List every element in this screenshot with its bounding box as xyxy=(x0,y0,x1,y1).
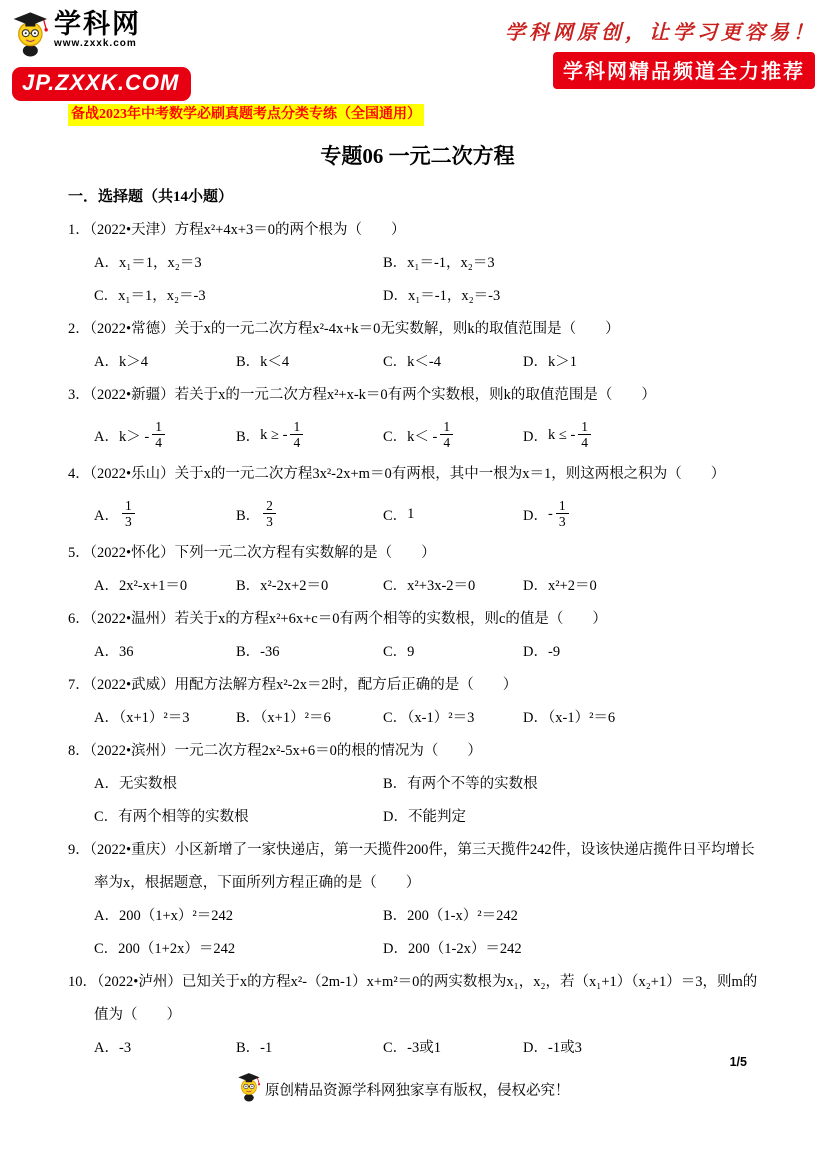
options-row xyxy=(68,491,767,537)
question-stem xyxy=(68,379,767,412)
section-heading: 一．选择题（共14小题） xyxy=(68,189,234,205)
option-label: B． xyxy=(236,507,261,524)
option-d xyxy=(383,801,767,834)
option-b xyxy=(236,419,383,451)
option-d xyxy=(523,498,767,530)
question-number: 8． xyxy=(68,743,90,759)
question-3 xyxy=(68,379,767,458)
question-number: 2． xyxy=(68,321,90,337)
option-text: k＞4 xyxy=(118,354,148,370)
page-footer xyxy=(237,1072,570,1107)
option-label: A． xyxy=(94,710,119,726)
option-text: x²+3x-2＝0 xyxy=(407,578,476,594)
option-label: B． xyxy=(383,255,408,271)
options-row xyxy=(68,900,767,933)
option-a xyxy=(94,768,383,801)
option-text: -36 xyxy=(260,644,280,660)
option-a xyxy=(94,346,236,379)
option-label: A． xyxy=(94,255,119,271)
option-a xyxy=(94,247,383,280)
site-name: 学科网 xyxy=(54,9,141,39)
option-c xyxy=(383,419,523,451)
option-a xyxy=(94,900,383,933)
option-a xyxy=(94,570,236,603)
fraction: $\frac{1}{4}$ xyxy=(290,419,303,451)
option-label: B． xyxy=(236,710,261,726)
option-label: C． xyxy=(94,809,119,825)
option-text: k＜4 xyxy=(260,354,290,370)
question-stem xyxy=(68,313,767,346)
option-c xyxy=(94,801,383,834)
option-text: x₁＝-1，x₂＝3 xyxy=(407,255,495,271)
question-8 xyxy=(68,735,767,834)
option-text: 36 xyxy=(118,644,134,660)
options-row xyxy=(68,247,767,280)
question-text: （2022•滨州）一元二次方程2x²-5x+6＝0的根的情况为（ ） xyxy=(89,743,482,759)
question-text: （2022•温州）若关于x的方程x²+6x+c＝0有两个相等的实数根，则c的值是（ ） xyxy=(89,611,607,627)
option-b xyxy=(383,900,767,933)
option-a xyxy=(94,498,236,530)
options-row xyxy=(68,280,767,313)
option-c xyxy=(383,1032,523,1065)
option-label: D． xyxy=(523,354,548,370)
option-a xyxy=(94,419,236,451)
series-title: 备战2023年中考数学必刷真题考点分类专练（全国通用） xyxy=(68,104,424,126)
option-text: -3或1 xyxy=(407,1040,442,1056)
option-text: （x+1）²＝3 xyxy=(118,710,190,726)
option-text: 有两个不等的实数根 xyxy=(407,776,538,792)
option-text: x₁＝1，x₂＝3 xyxy=(118,255,202,271)
options-row xyxy=(68,768,767,801)
option-text: k＞1 xyxy=(547,354,577,370)
option-label: C． xyxy=(383,354,408,370)
option-text: x²+2＝0 xyxy=(547,578,597,594)
option-label: D． xyxy=(523,507,548,524)
page-number: 1/5 xyxy=(729,1055,747,1069)
option-label: B． xyxy=(236,1040,261,1056)
option-text: x₁＝1，x₂＝-3 xyxy=(118,288,206,304)
question-number: 6． xyxy=(68,611,90,627)
question-1 xyxy=(68,214,767,313)
options-row xyxy=(68,570,767,603)
question-5 xyxy=(68,537,767,603)
zxxk-logo xyxy=(12,10,191,101)
option-c xyxy=(94,280,383,313)
page-title: 专题06 一元二次方程 xyxy=(320,144,515,168)
option-text: k ≥ - xyxy=(260,426,288,443)
site-url: www.zxxk.com xyxy=(54,38,137,49)
option-text: -1 xyxy=(260,1040,273,1056)
mascot-icon xyxy=(12,10,52,63)
question-4 xyxy=(68,458,767,537)
option-d xyxy=(383,280,767,313)
option-d xyxy=(523,346,767,379)
option-text: x₁＝-1，x₂＝-3 xyxy=(407,288,501,304)
document-content xyxy=(0,96,827,1065)
option-label: D． xyxy=(383,941,408,957)
option-d xyxy=(523,570,767,603)
mascot-icon xyxy=(237,1072,263,1107)
option-text: 200（1+x）²＝242 xyxy=(118,908,234,924)
question-stem xyxy=(68,458,767,491)
option-text: k＜ - xyxy=(407,428,438,445)
question-stem xyxy=(68,735,767,768)
option-label: D． xyxy=(383,809,408,825)
question-6 xyxy=(68,603,767,669)
promo-badge: 学科网精品频道全力推荐 xyxy=(553,52,815,89)
fraction: $\frac{1}{4}$ xyxy=(440,419,453,451)
options-row xyxy=(68,1032,767,1065)
question-number: 10． xyxy=(68,974,97,990)
jp-zxxk-badge: JP.ZXXK.COM xyxy=(12,67,191,101)
question-number: 5． xyxy=(68,545,90,561)
options-row xyxy=(68,801,767,834)
fraction: $\frac{1}{4}$ xyxy=(578,419,591,451)
option-a xyxy=(94,1032,236,1065)
option-label: B． xyxy=(236,578,261,594)
option-label: A． xyxy=(94,1040,119,1056)
question-number: 1． xyxy=(68,222,90,238)
question-stem xyxy=(68,603,767,636)
option-text: - xyxy=(547,505,553,522)
option-text: 有两个相等的实数根 xyxy=(118,809,249,825)
option-text: 200（1-2x）＝242 xyxy=(407,941,522,957)
question-stem xyxy=(68,537,767,570)
options-row xyxy=(68,636,767,669)
option-label: D． xyxy=(523,1040,548,1056)
option-label: A． xyxy=(94,428,119,445)
question-text: （2022•常德）关于x的一元二次方程x²-4x+k＝0无实数解，则k的取值范围是（ ） xyxy=(89,321,620,337)
option-text: （x-1）²＝6 xyxy=(547,710,616,726)
option-d xyxy=(383,933,767,966)
option-c xyxy=(383,636,523,669)
option-b xyxy=(236,570,383,603)
fraction: $\frac{2}{3}$ xyxy=(263,498,276,530)
option-label: C． xyxy=(383,1040,408,1056)
option-c xyxy=(94,933,383,966)
question-10 xyxy=(68,966,767,1065)
option-b xyxy=(236,346,383,379)
option-b xyxy=(383,768,767,801)
question-2 xyxy=(68,313,767,379)
option-text: （x+1）²＝6 xyxy=(260,710,331,726)
option-label: A． xyxy=(94,578,119,594)
option-label: A． xyxy=(94,507,119,524)
option-text: 2x²-x+1＝0 xyxy=(118,578,188,594)
question-text: （2022•重庆）小区新增了一家快递店，第一天揽件200件，第三天揽件242件，设该快递店揽件日平均增长率为x，根据题意，下面所列方程正确的是（ ） xyxy=(89,842,755,891)
fraction: $\frac{1}{3}$ xyxy=(122,498,135,530)
option-label: B． xyxy=(236,428,261,445)
option-label: D． xyxy=(523,428,548,445)
option-a xyxy=(94,702,236,735)
question-stem xyxy=(68,669,767,702)
options-row xyxy=(68,412,767,458)
page-header xyxy=(0,0,827,96)
question-text: （2022•泸州）已知关于x的方程x²-（2m-1）x+m²＝0的两实数根为x₁，x₂，若（x₁+1）（x₂+1）＝3，则m的值为（ ） xyxy=(94,974,758,1023)
option-text: 9 xyxy=(407,644,415,660)
option-b xyxy=(236,636,383,669)
option-c xyxy=(383,570,523,603)
option-label: D． xyxy=(383,288,408,304)
option-c xyxy=(383,346,523,379)
option-label: C． xyxy=(94,288,119,304)
option-text: k ≤ - xyxy=(547,426,576,443)
option-text: k＜-4 xyxy=(407,354,442,370)
option-label: C． xyxy=(383,710,408,726)
brand-slogan: 学科网原创，让学习更容易！ xyxy=(505,22,817,44)
option-label: A． xyxy=(94,644,119,660)
option-c xyxy=(383,504,523,525)
option-label: B． xyxy=(383,908,408,924)
question-number: 7． xyxy=(68,677,90,693)
option-text: 无实数根 xyxy=(118,776,177,792)
option-a xyxy=(94,636,236,669)
option-d xyxy=(523,636,767,669)
question-stem xyxy=(68,834,767,900)
question-text: （2022•怀化）下列一元二次方程有实数解的是（ ） xyxy=(89,545,436,561)
option-label: D． xyxy=(523,578,548,594)
option-label: D． xyxy=(523,644,548,660)
option-text: -3 xyxy=(118,1040,132,1056)
question-7 xyxy=(68,669,767,735)
option-c xyxy=(383,702,523,735)
option-label: C． xyxy=(383,428,408,445)
option-label: C． xyxy=(383,644,408,660)
option-label: B． xyxy=(383,776,408,792)
options-row xyxy=(68,933,767,966)
question-9 xyxy=(68,834,767,966)
option-label: A． xyxy=(94,908,119,924)
fraction: $\frac{1}{3}$ xyxy=(556,498,569,530)
option-b xyxy=(236,498,383,530)
options-row xyxy=(68,702,767,735)
question-text: （2022•乐山）关于x的一元二次方程3x²-2x+m＝0有两根，其中一根为x＝1，则这两根之积为（ ） xyxy=(89,466,726,482)
question-number: 9． xyxy=(68,842,90,858)
option-d xyxy=(523,702,767,735)
question-stem xyxy=(68,214,767,247)
option-label: C． xyxy=(383,507,408,524)
option-label: C． xyxy=(383,578,408,594)
option-text: 1 xyxy=(407,505,415,522)
option-label: B． xyxy=(236,354,261,370)
option-text: x²-2x+2＝0 xyxy=(260,578,329,594)
question-stem xyxy=(68,966,767,1032)
option-label: B． xyxy=(236,644,261,660)
option-label: D． xyxy=(523,710,548,726)
option-text: 200（1+2x）＝242 xyxy=(118,941,236,957)
question-text: （2022•武威）用配方法解方程x²-2x＝2时，配方后正确的是（ ） xyxy=(89,677,518,693)
options-row xyxy=(68,346,767,379)
option-b xyxy=(236,702,383,735)
question-number: 3． xyxy=(68,387,90,403)
option-text: 200（1-x）²＝242 xyxy=(407,908,518,924)
copyright-text: 原创精品资源学科网独家享有版权，侵权必究！ xyxy=(265,1083,570,1099)
option-b xyxy=(236,1032,383,1065)
question-number: 4． xyxy=(68,466,90,482)
option-label: A． xyxy=(94,354,119,370)
option-text: -9 xyxy=(547,644,561,660)
option-text: k＞ - xyxy=(118,428,150,445)
option-d xyxy=(523,419,767,451)
fraction: $\frac{1}{4}$ xyxy=(152,419,165,451)
option-label: C． xyxy=(94,941,119,957)
option-text: -1或3 xyxy=(547,1040,582,1056)
option-text: （x-1）²＝3 xyxy=(407,710,475,726)
option-b xyxy=(383,247,767,280)
option-label: A． xyxy=(94,776,119,792)
option-text: 不能判定 xyxy=(407,809,466,825)
question-text: （2022•天津）方程x²+4x+3＝0的两个根为（ ） xyxy=(89,222,406,238)
question-text: （2022•新疆）若关于x的一元二次方程x²+x-k＝0有两个实数根，则k的取值范围是（ ） xyxy=(89,387,656,403)
